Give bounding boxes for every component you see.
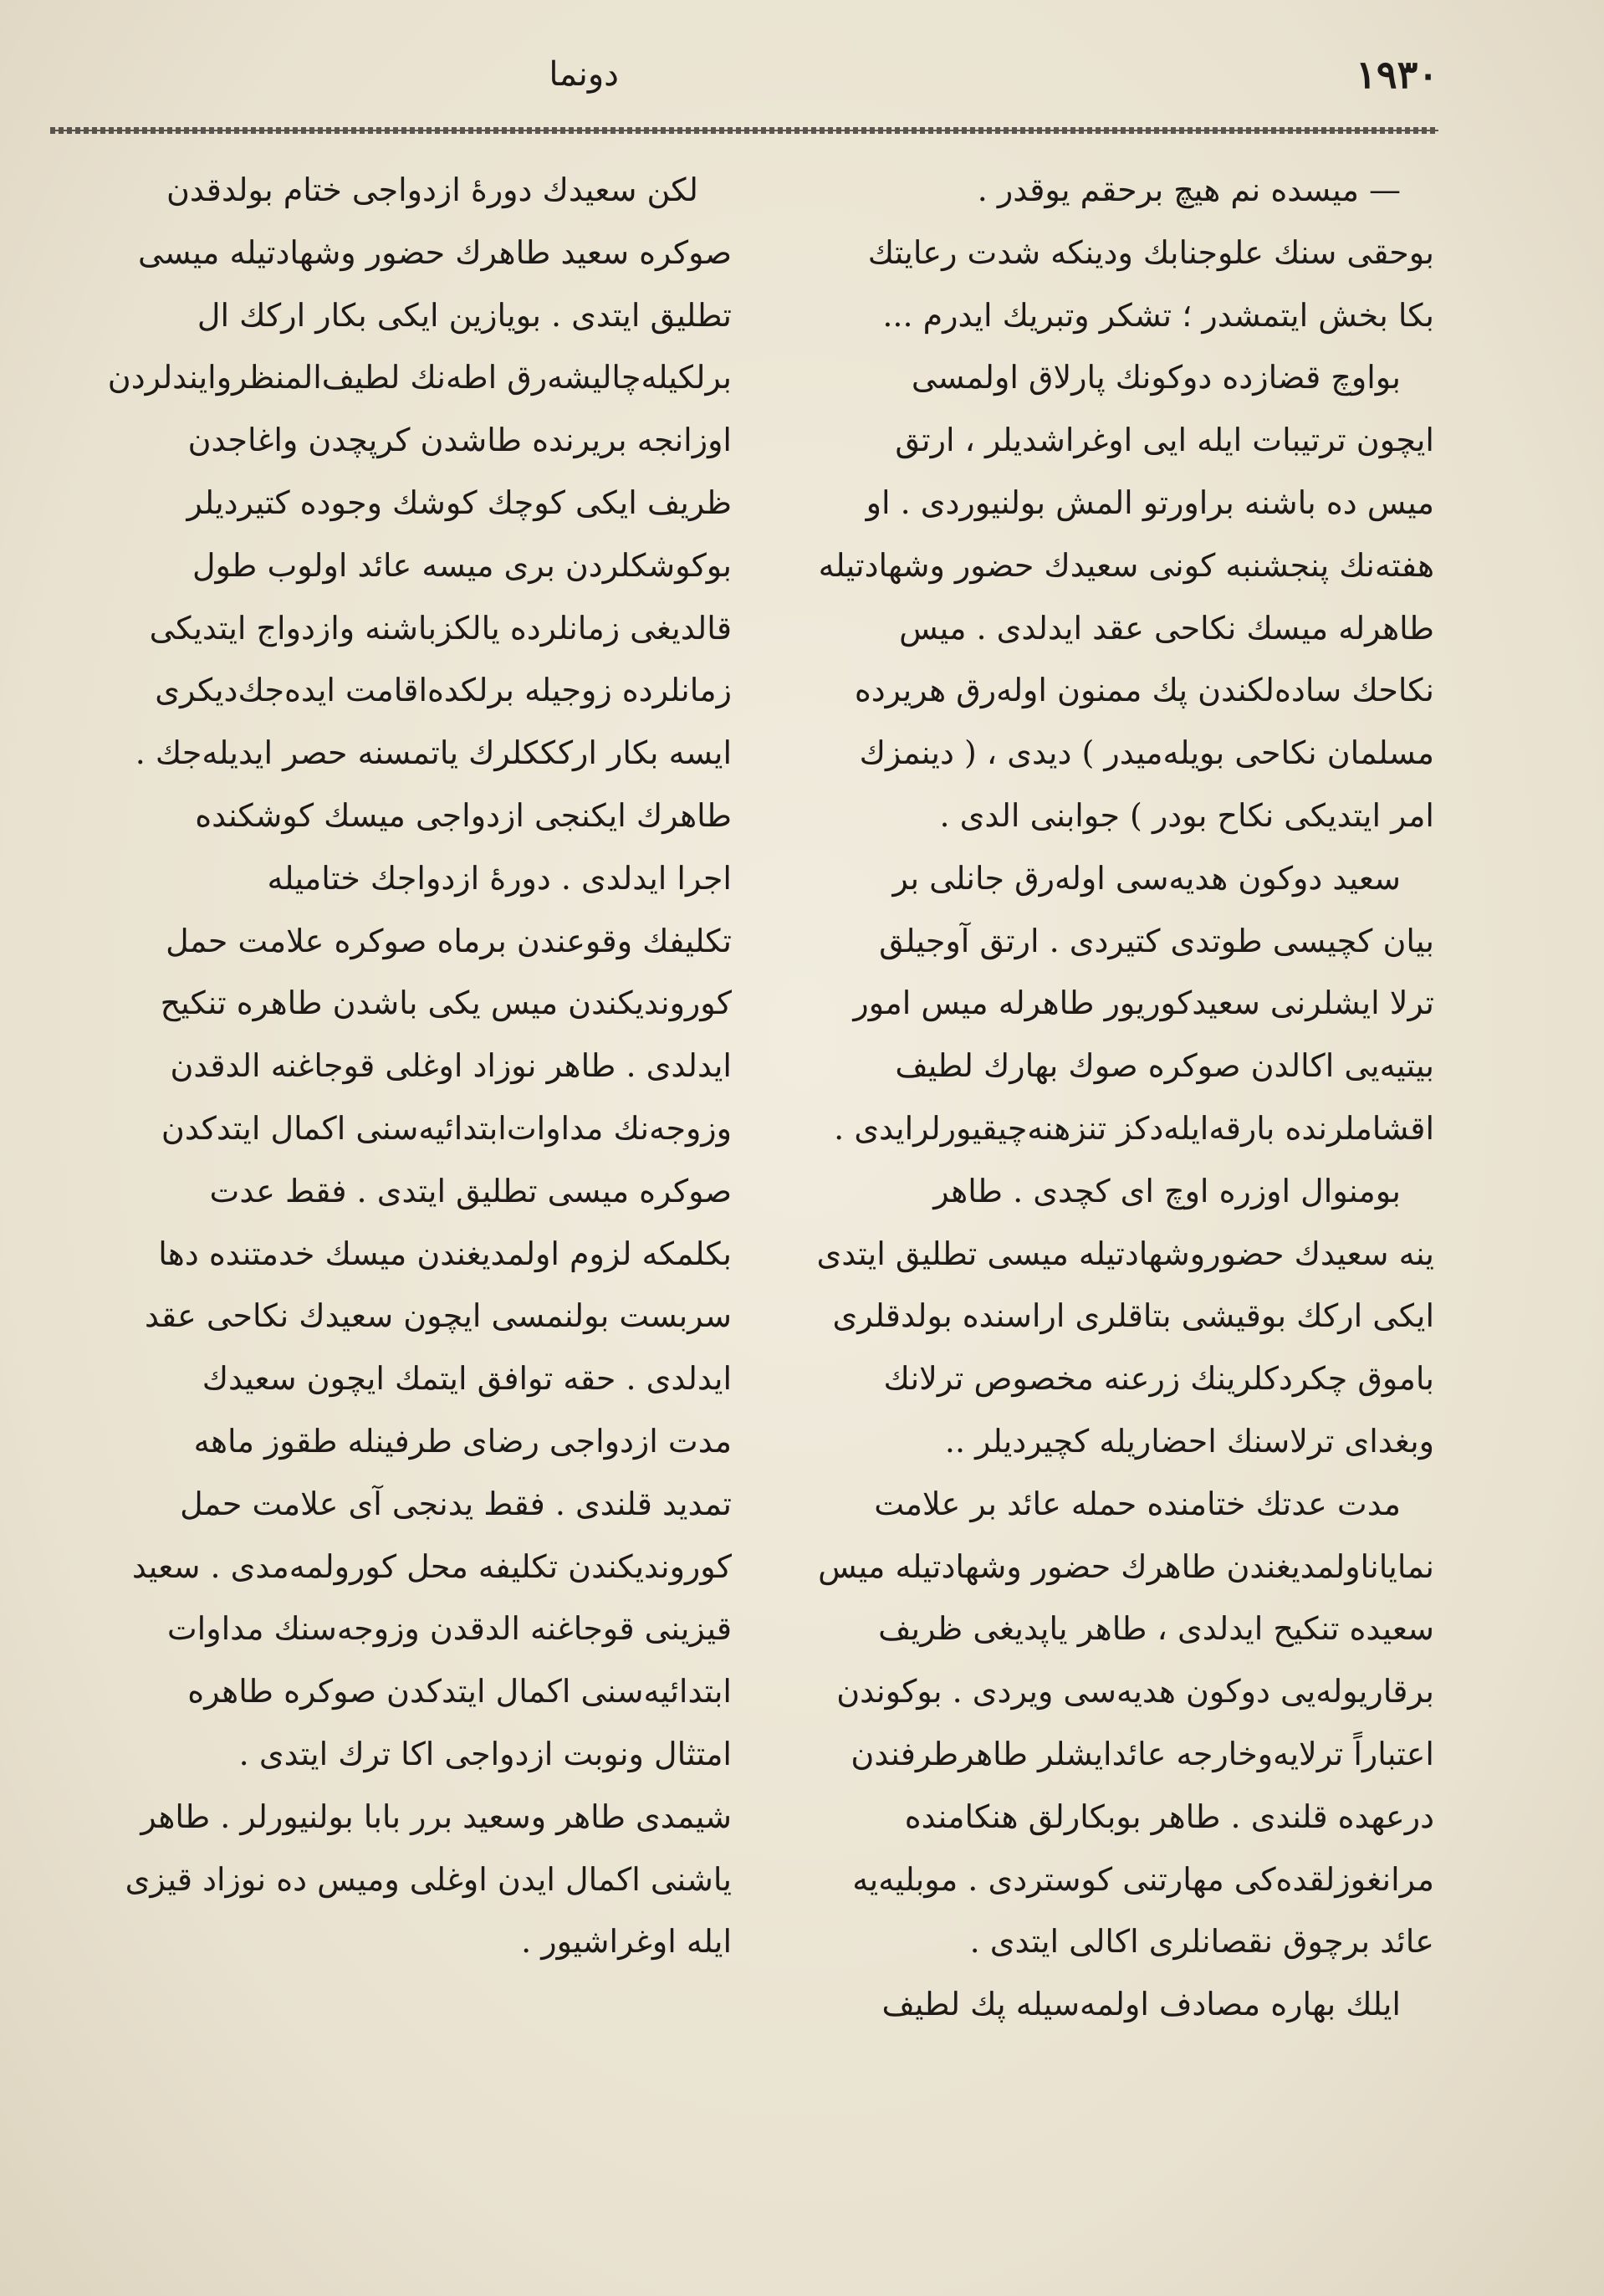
text-line: — میسده نم هیچ برحقم یوقدر . (977, 171, 1401, 208)
text-line: ایكی اركك بوقیشی بتاقلری اراسنده بولدقلری (832, 1297, 1434, 1335)
text-line: سعید دوكون هدیه‌سی اوله‌رق جانلی بر (892, 859, 1401, 897)
text-line: اقشاملرنده بارقه‌ایله‌دكز تنزهنه‌چیقیورلرایدی . (834, 1109, 1434, 1147)
text-line: عائد برچوق نقصانلری اكالی ایتدی . (969, 1923, 1434, 1961)
text-line: مدت ازدواجی رضای طرفینله طقوز ماهه (193, 1422, 732, 1460)
text-line: ینه سعیدك حضوروشهادتیله میسی تطلیق ایتدی (816, 1235, 1434, 1272)
text-line: صوكره سعید طاهرك حضور وشهادتیله میسی (137, 233, 732, 271)
text-line: سربست بولنمسی ایچون سعیدك نكاحی عقد (144, 1297, 732, 1335)
text-line: سعیده تنكیح ایدلدی ، طاهر یاپدیغی ظریف (878, 1610, 1434, 1648)
text-line: درعهده قلندی . طاهر بوبكارلق هنكامنده (904, 1797, 1434, 1835)
text-line: لكن سعیدك دورهٔ ازدواجی ختام بولدقدن (166, 171, 698, 208)
text-line: طاهرك ایكنجی ازدواجی میسك كوشكنده (195, 796, 732, 834)
text-line: مسلمان نكاحی بویله‌میدر ) دیدی ، ( دینمزك (859, 734, 1434, 772)
text-line: وزوجه‌نك مداوات‌ابتدائیه‌سنی اكمال ایتدكدن (161, 1109, 732, 1147)
text-line: برقاریوله‌یی دوكون هدیه‌سی ویردی . بوكوندن (836, 1673, 1434, 1710)
text-line: ظریف ایكی كوچك كوشك وجوده كتیردیلر (186, 483, 732, 521)
text-line: برلكیله‌چالیشه‌رق اطه‌نك لطیف‌المنظروایندلردن (107, 359, 732, 396)
page-number: ١٩٣٠ (1356, 52, 1438, 97)
text-line: طاهرله میسك نكاحی عقد ایدلدی . میس (899, 609, 1434, 647)
text-line: اعتباراً ترلایه‌وخارجه عائدایشلر طاهرطرفندن (851, 1735, 1434, 1772)
text-line: یاشنی اكمال ایدن اوغلی ومیس ده نوزاد قیزی (125, 1860, 732, 1898)
text-line: بیان كچیسی طوتدی كتیردی . ارتق آوجیلق (879, 922, 1434, 959)
text-line: ایله اوغراشیور . (521, 1923, 732, 1961)
text-line: بوكوشكلردن بری میسه عائد اولوب طول (192, 546, 732, 584)
text-line: زمانلرده زوجیله برلكده‌اقامت ایده‌جك‌دیكری (155, 672, 732, 709)
text-line: نكاحك ساده‌لكندن پك ممنون اوله‌رق هریرده (854, 672, 1434, 709)
text-line: میس ده باشنه براورتو المش بولنیوردی . او (866, 483, 1434, 521)
text-line: ایچون ترتیبات ایله ایی اوغراشدیلر ، ارتق (895, 422, 1434, 459)
page-header (50, 52, 1438, 110)
text-line: ابتدائیه‌سنی اكمال ایتدكدن صوكره طاهره (187, 1673, 732, 1710)
running-title: دونما (549, 55, 619, 94)
text-line: ایدلدی . حقه توافق ایتمك ایچون سعیدك (202, 1360, 732, 1398)
text-line: تمدید قلندی . فقط یدنجی آی علامت حمل (180, 1485, 732, 1522)
text-line: ایلك بهاره مصادف اولمه‌سیله پك لطیف (881, 1986, 1401, 2023)
text-line: بوحقی سنك علوجنابك ودینكه شدت رعایتك (867, 233, 1434, 271)
text-line: قالدیغی زمانلرده یالكزباشنه وازدواج ایتدیكی (149, 609, 732, 647)
text-line: ترلا ایشلرنی سعیدكوریور طاهرله میس امور (853, 984, 1434, 1022)
text-line: كوروندیكندن تكلیفه محل كورولمه‌مدی . سعید (131, 1547, 732, 1585)
text-line: تطلیق ایتدی . بویازین ایكی بكار اركك ال (197, 296, 732, 334)
text-line: وبغدای ترلاسنك احضاریله كچیردیلر .. (944, 1422, 1434, 1460)
text-line: اجرا ایدلدی . دورهٔ ازدواجك ختامیله (267, 859, 732, 897)
text-line: كوروندیكندن میس یكی باشدن طاهره تنكیح (160, 984, 732, 1022)
text-line: بكا بخش ایتمشدر ؛ تشكر وتبریك ایدرم ... (882, 296, 1434, 334)
text-line: امر ایتدیكی نكاح بودر ) جوابنی الدی . (939, 796, 1434, 834)
text-line: امتثال ونوبت ازدواجی اكا ترك ایتدی . (238, 1735, 732, 1772)
text-line: بومنوال اوزره اوچ ای كچدی . طاهر (933, 1172, 1401, 1209)
header-rule (50, 127, 1438, 134)
text-column-right (757, 159, 1434, 2191)
text-column-left (54, 159, 732, 2191)
text-line: قیزینی قوجاغنه الدقدن وزوجه‌سنك مداوات (166, 1610, 732, 1648)
text-line: بواوچ قضازده دوكونك پارلاق اولمسی (911, 359, 1401, 396)
text-line: اوزانجه بریرنده طاشدن كرپچدن واغاجدن (187, 422, 732, 459)
text-line: تكلیفك وقوعندن برماه صوكره علامت حمل (166, 922, 732, 959)
text-line: بیتیه‌یی اكالدن صوكره صوك بهارك لطیف (895, 1047, 1434, 1085)
text-line: شیمدی طاهر وسعید برر بابا بولنیورلر . طاهر (140, 1797, 732, 1835)
text-line: ایدلدی . طاهر نوزاد اوغلی قوجاغنه الدقدن (170, 1047, 732, 1085)
text-line: نمایاناولمدیغندن طاهرك حضور وشهادتیله میس (818, 1547, 1434, 1585)
text-line: باموق چكردكلرینك زرعنه مخصوص ترلانك (883, 1360, 1434, 1398)
text-line: ایسه بكار اركككلرك یاتمسنه حصر ایدیله‌جك . (135, 734, 732, 772)
text-line: مدت عدتك ختامنده حمله عائد بر علامت (874, 1485, 1401, 1522)
text-line: مرانغوزلقده‌كی مهارتنی كوستردی . موبلیه‌یه (852, 1860, 1434, 1898)
text-line: بكلمكه لزوم اولمدیغندن میسك خدمتنده دها (158, 1235, 732, 1272)
text-line: صوكره میسی تطلیق ایتدی . فقط عدت (209, 1172, 732, 1209)
text-line: هفته‌نك پنجشنبه كونی سعیدك حضور وشهادتیله (818, 546, 1434, 584)
